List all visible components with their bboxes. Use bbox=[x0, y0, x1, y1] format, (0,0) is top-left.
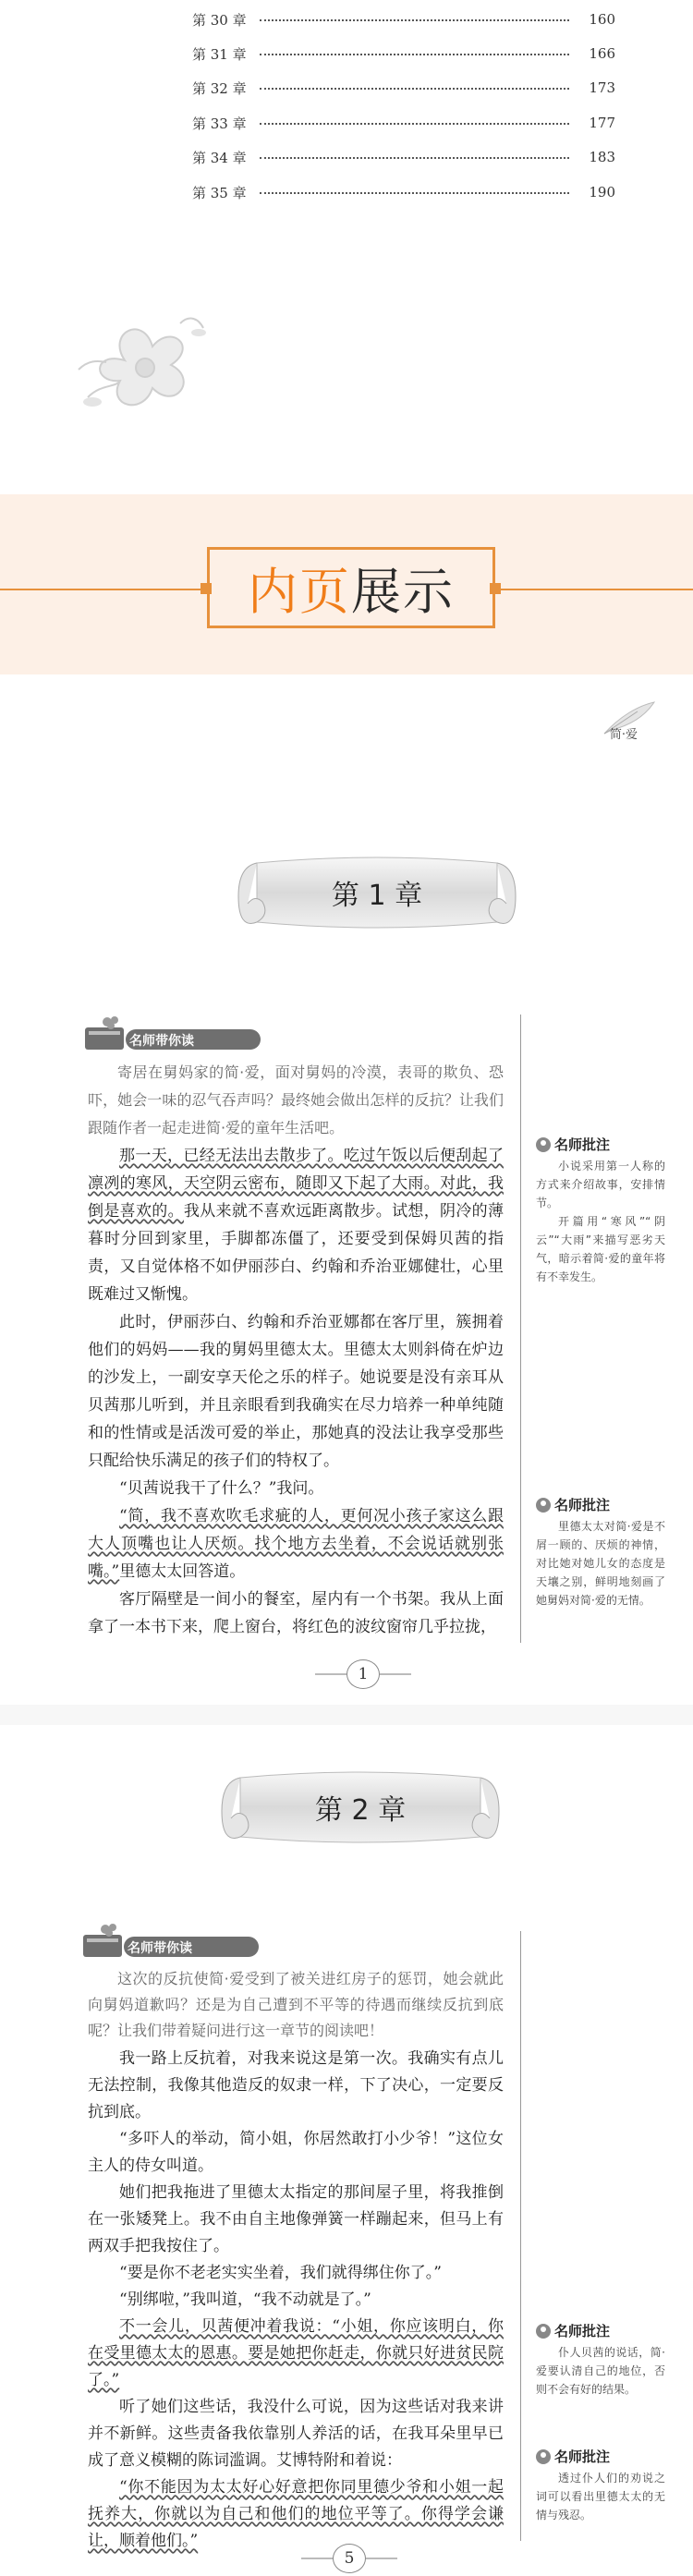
running-header: 简·爱 bbox=[609, 728, 638, 742]
toc-chapter: 第 34 章 bbox=[192, 149, 247, 166]
page-number-ornament bbox=[301, 2558, 333, 2559]
toc-page: 183 bbox=[589, 149, 615, 165]
toc-page: 166 bbox=[589, 45, 615, 62]
page-number bbox=[308, 1659, 419, 1690]
showcase-title-accent: 内页 bbox=[248, 562, 351, 621]
margin-rule bbox=[520, 1015, 521, 1643]
showcase-title-rest: 展示 bbox=[351, 562, 455, 621]
body-paragraph bbox=[88, 2394, 504, 2474]
annotation-title: 名师批注 bbox=[554, 1136, 611, 1153]
paragraph-text: “贝茜说我干了什么？”我问。 bbox=[119, 1479, 324, 1498]
page-number bbox=[294, 2543, 405, 2574]
body-paragraph bbox=[88, 2260, 504, 2287]
body-paragraph bbox=[88, 1475, 504, 1502]
body-paragraph bbox=[88, 2126, 504, 2180]
toc-page: 190 bbox=[589, 184, 615, 200]
highlighted-passage: 不一会儿，贝茜便冲着我说：“小姐，你应该明白，你在受里德太太的恩惠。要是她把你赶走，你就只好进贫民院了。” bbox=[88, 2317, 504, 2389]
page-number-value: 1 bbox=[346, 1659, 380, 1689]
toc-page: 160 bbox=[589, 11, 615, 28]
annotation-heading bbox=[536, 1135, 610, 1154]
annotation-body bbox=[536, 1157, 665, 1286]
chapter-title: 第 2 章 bbox=[314, 1794, 407, 1827]
toc-leader bbox=[260, 18, 569, 21]
showcase-rule-right bbox=[495, 589, 693, 590]
toc-chapter: 第 32 章 bbox=[192, 79, 247, 97]
reading-guide-badge-label: 名师带你读 bbox=[129, 1034, 194, 1049]
body-paragraph bbox=[88, 1586, 504, 1641]
annotation-line: 仆人贝茜的说话，简·爱要认清自己的地位，否则不会有好的结果。 bbox=[536, 2346, 665, 2396]
page-separator bbox=[0, 1705, 693, 1725]
toc-leader bbox=[260, 86, 569, 90]
annotation-body bbox=[536, 2343, 665, 2399]
annotation-line: 开篇用“寒风”“阴云”“大雨”来描写恶劣天气，暗示着简·爱的童年将有不幸发生。 bbox=[536, 1215, 665, 1283]
toc-row[interactable] bbox=[192, 77, 615, 99]
highlighted-passage: “你不能因为太太好心好意把你同里德少爷和小姐一起抚养大，你就以为自己和他们的地位平等了。你得学会谦让，顺着他们。” bbox=[88, 2478, 504, 2550]
toc-row[interactable] bbox=[192, 112, 615, 134]
paragraph-text: 她们把我拖进了里德太太指定的那间屋子里，将我推倒在一张矮凳上。我不由自主地像弹簧一样蹦起来，但马上有两双手把我按住了。 bbox=[88, 2183, 504, 2255]
showcase-title bbox=[207, 547, 495, 628]
paragraph-text: 我一路上反抗着，对我来说这是第一次。我确实有点儿无法控制，我像其他造反的奴隶一样，下了决心，一定要反抗到底。 bbox=[88, 2049, 504, 2121]
paragraph-text: 此时，伊丽莎白、约翰和乔治亚娜都在客厅里，簇拥着他们的妈妈——我的舅妈里德太太。里德太太则斜倚在炉边的沙发上，一副安享天伦之乐的样子。她说要是没有亲耳从贝茜那儿听到，并且亲眼看到我确实在尽力培养一种单纯随和的性情或是活泼可爱的举止，那她真的没法让我享受那些只配给快乐满足的孩子们的特权了。 bbox=[88, 1313, 504, 1470]
toc-leader bbox=[260, 155, 569, 159]
toc-row[interactable] bbox=[192, 181, 615, 203]
annotation-line: 小说采用第一人称的方式来介绍故事，安排情节。 bbox=[536, 1160, 665, 1209]
highlighted-passage: 那一天，已经无法出去散步了。吃过午饭以后便刮起了凛冽的寒风，天空阴云密布，随即又下起了大雨。对此，我倒是喜欢的。 bbox=[88, 1147, 504, 1221]
body-paragraph bbox=[88, 1502, 504, 1586]
toc-chapter: 第 35 章 bbox=[192, 184, 247, 201]
annotation-title: 名师批注 bbox=[554, 2448, 611, 2465]
chapter-body bbox=[88, 1142, 504, 1641]
page-number-ornament bbox=[380, 1673, 411, 1675]
annotation-heading bbox=[536, 1495, 610, 1514]
body-paragraph bbox=[88, 2046, 504, 2126]
toc-leader bbox=[260, 52, 569, 55]
body-paragraph bbox=[88, 2314, 504, 2394]
reading-guide-badge-label: 名师带你读 bbox=[128, 1941, 192, 1956]
paragraph-text: 里德太太回答道。 bbox=[119, 1562, 246, 1581]
annotator-icon bbox=[536, 1137, 551, 1152]
annotation-line: 里德太太对简·爱是不屑一顾的、厌烦的神情，对比她对她儿女的态度是天壤之别，鲜明地刻画了她舅妈对简·爱的无情。 bbox=[536, 1520, 665, 1607]
page-number-ornament bbox=[315, 1673, 346, 1675]
page-number-ornament bbox=[366, 2558, 397, 2559]
chapter-intro: 寄居在舅妈家的简·爱，面对舅妈的冷漠，表哥的欺负、恐吓，她会一味的忍气吞声吗？最终她会做出怎样的反抗？让我们跟随作者一起走进简·爱的童年生活吧。 bbox=[88, 1063, 504, 1136]
highlighted-passage: “简，我不喜欢吹毛求疵的人，更何况小孩子家这么跟大人顶嘴也让人厌烦。找个地方去坐着，不会说话就别张嘴。” bbox=[88, 1507, 504, 1581]
toc-row[interactable] bbox=[192, 146, 615, 168]
toc-page: 177 bbox=[589, 115, 615, 131]
annotation-title: 名师批注 bbox=[554, 1497, 611, 1513]
flower-ornament-icon bbox=[69, 296, 217, 425]
toc-leader bbox=[260, 121, 569, 125]
annotator-icon bbox=[536, 1498, 551, 1513]
toc-chapter: 第 33 章 bbox=[192, 115, 247, 132]
annotation-body bbox=[536, 2469, 665, 2524]
paragraph-text: “别绑啦，”我叫道，“我不动就是了。” bbox=[119, 2290, 371, 2309]
annotation-heading bbox=[536, 2321, 610, 2340]
chapter-body bbox=[88, 2046, 504, 2555]
paragraph-text: 我从来就不喜欢远距离散步。试想，阴冷的薄暮时分回到家里，手脚都冻僵了，还要受到保姆贝茜的指责，又自觉体格不如伊丽莎白、约翰和乔治亚娜健壮，心里既难过又惭愧。 bbox=[88, 1202, 505, 1304]
toc-row[interactable] bbox=[192, 8, 615, 30]
toc-page: 173 bbox=[589, 79, 615, 96]
toc-chapter: 第 31 章 bbox=[192, 45, 247, 63]
body-paragraph bbox=[88, 2287, 504, 2314]
toc-chapter: 第 30 章 bbox=[192, 11, 247, 29]
showcase-rule-left bbox=[0, 589, 207, 590]
annotation-heading bbox=[536, 2447, 610, 2466]
page-number-value: 5 bbox=[333, 2544, 366, 2573]
annotation-title: 名师批注 bbox=[554, 2323, 611, 2339]
annotator-icon bbox=[536, 2324, 551, 2339]
annotation-line: 透过仆人们的劝说之词可以看出里德太太的无情与残忍。 bbox=[536, 2472, 665, 2521]
annotation-body bbox=[536, 1517, 665, 1610]
body-paragraph bbox=[88, 2180, 504, 2260]
toc-row[interactable] bbox=[192, 43, 615, 65]
paragraph-text: “多吓人的举动，简小姐，你居然敢打小少爷！”这位女主人的侍女叫道。 bbox=[88, 2130, 504, 2175]
annotator-icon bbox=[536, 2449, 551, 2464]
body-paragraph bbox=[88, 1308, 504, 1475]
toc-leader bbox=[260, 190, 569, 194]
chapter-intro: 这次的反抗使简·爱受到了被关进红房子的惩罚，她会就此向舅妈道歉吗？还是为自己遭到不平等的待遇而继续反抗到底呢？让我们带着疑问进行这一章节的阅读吧！ bbox=[88, 1970, 504, 2039]
margin-rule bbox=[520, 1931, 521, 2541]
chapter-title: 第 1 章 bbox=[331, 880, 423, 912]
paragraph-text: 听了她们这些话，我没什么可说，因为这些话对我来讲并不新鲜。这些责备我依靠别人养活的话，在我耳朵里早已成了意义模糊的陈词滥调。艾博特附和着说： bbox=[88, 2398, 504, 2470]
paragraph-text: 客厅隔壁是一间小的餐室，屋内有一个书架。我从上面拿了一本书下来，爬上窗台，将红色的波纹窗帘几乎拉拢， bbox=[88, 1590, 504, 1636]
body-paragraph bbox=[88, 1142, 504, 1308]
paragraph-text: “要是你不老老实实坐着，我们就得绑住你了。” bbox=[119, 2264, 442, 2282]
